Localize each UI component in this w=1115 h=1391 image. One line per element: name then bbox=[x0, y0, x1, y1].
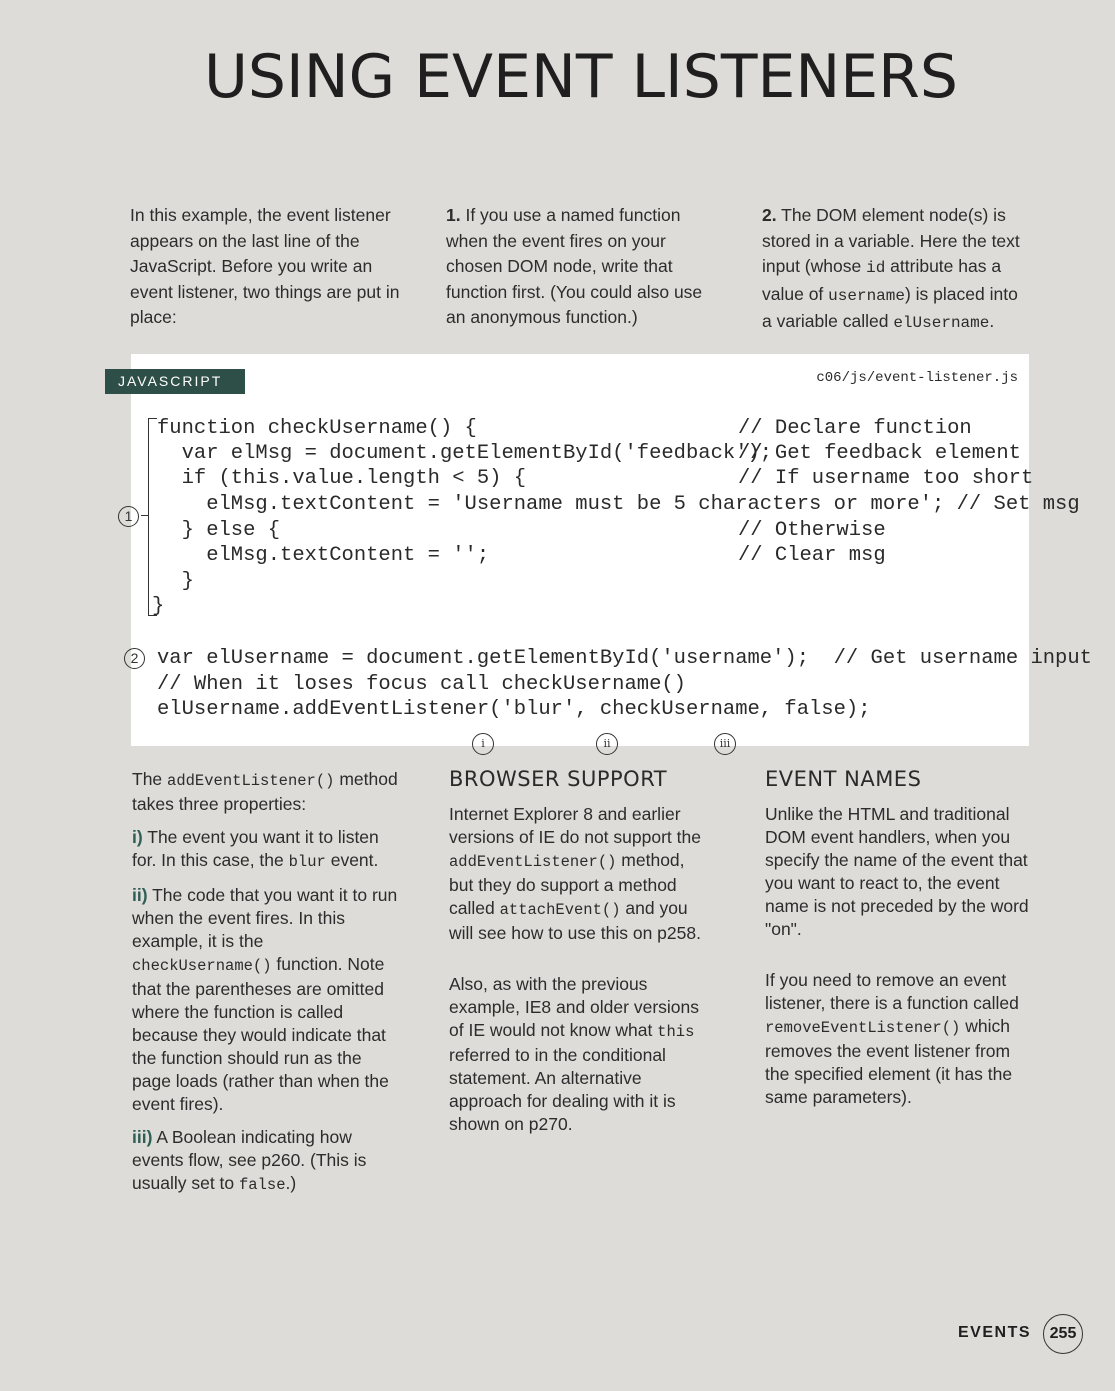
col-right-p2 bbox=[765, 969, 1033, 1109]
code-line: elUsername.addEventListener('blur', checkUsername, false); bbox=[157, 698, 871, 721]
code-line: if (this.value.length < 5) { bbox=[157, 467, 527, 490]
code-addeventlistener: addEventListener() bbox=[449, 853, 617, 871]
file-path: c06/js/event-listener.js bbox=[816, 370, 1018, 386]
label-i: i) bbox=[132, 827, 143, 847]
code-line: function checkUsername() { bbox=[157, 417, 477, 440]
text: .) bbox=[285, 1173, 297, 1193]
page-title: USING EVENT LISTENERS bbox=[204, 42, 958, 112]
text: The event you want it to listen for. In this case, the bbox=[132, 827, 379, 870]
code-line: elMsg.textContent = ''; bbox=[157, 544, 490, 567]
col-left-item-ii bbox=[132, 884, 402, 1116]
code-line: var elUsername = document.getElementById('username'); // Get username input bbox=[157, 647, 1092, 670]
code-blur: blur bbox=[288, 853, 326, 871]
intro-text-3d: . bbox=[989, 311, 995, 331]
heading-event-names: EVENT NAMES bbox=[765, 767, 922, 791]
text: method, but they do support a method called bbox=[449, 850, 685, 918]
annotation-marker-ii: ii bbox=[596, 733, 618, 755]
step-number-2: 2. bbox=[762, 205, 777, 225]
column-middle bbox=[449, 768, 711, 1146]
col-right-p1: Unlike the HTML and traditional DOM event handlers, when you specify the name of the event that you want to react to, the event name is not preceded by the word "on". bbox=[765, 804, 1029, 939]
intro-column-3 bbox=[762, 203, 1032, 337]
step-number-1: 1. bbox=[446, 205, 461, 225]
text: event. bbox=[325, 850, 379, 870]
code-comment: // Declare function bbox=[738, 417, 972, 440]
annotation-marker-iii: iii bbox=[714, 733, 736, 755]
text: and you will see how to use this on p258. bbox=[449, 898, 701, 943]
intro-text-3a: The DOM element node(s) is stored in a variable. Here the text input (whose bbox=[762, 205, 1020, 276]
intro-text-1: In this example, the event listener appears on the last line of the JavaScript. Before you write an event listener, two things are put in place: bbox=[130, 205, 400, 327]
text: The code that you want it to run when the event fires. In this example, it is the bbox=[132, 885, 398, 951]
code-checkusername: checkUsername() bbox=[132, 957, 272, 975]
text: method takes three properties: bbox=[132, 769, 398, 814]
code-comment: // Get feedback element bbox=[738, 442, 1021, 465]
intro-text-2: If you use a named function when the event fires on your chosen DOM node, write that function first. (You could also use an anonymous function.) bbox=[446, 205, 703, 327]
code-line: // When it loses focus call checkUsername() bbox=[157, 673, 686, 696]
code-username: username bbox=[828, 286, 905, 305]
annotation-marker-i: i bbox=[472, 733, 494, 755]
column-right bbox=[765, 768, 1033, 1119]
col-middle-p1 bbox=[449, 803, 711, 945]
code-line: } bbox=[152, 595, 165, 618]
code-id: id bbox=[866, 259, 886, 277]
label-iii: iii) bbox=[132, 1127, 153, 1147]
code-line: } bbox=[157, 570, 194, 593]
heading-browser-support: BROWSER SUPPORT bbox=[449, 767, 668, 791]
code-comment: // Otherwise bbox=[738, 519, 886, 542]
text: The bbox=[132, 769, 168, 789]
code-line: elMsg.textContent = 'Username must be 5 characters or more'; // Set msg bbox=[157, 493, 1080, 516]
code-comment: // Clear msg bbox=[738, 544, 886, 567]
code-line: var elMsg = document.getElementById('feedback'); bbox=[157, 442, 773, 465]
text: function. Note that the parentheses are omitted where the function is called because they would indicate that the function should run as the page loads (rather than when the event fires). bbox=[132, 954, 389, 1114]
footer-section-label: EVENTS bbox=[958, 1324, 1032, 1341]
col-left-item-iii bbox=[132, 1126, 402, 1197]
code-comment: // If username too short bbox=[738, 467, 1034, 490]
column-left bbox=[132, 768, 402, 1207]
code-elusername: elUsername bbox=[893, 314, 990, 332]
code-addeventlistener: addEventListener() bbox=[167, 772, 335, 790]
code-bracket bbox=[148, 418, 157, 616]
col-left-intro bbox=[132, 768, 402, 816]
code-line: } else { bbox=[157, 519, 281, 542]
code-removeeventlistener: removeEventListener() bbox=[765, 1019, 961, 1037]
intro-text-3c: ) is placed into a variable called bbox=[762, 283, 1018, 331]
text: referred to in the conditional statement. An alternative approach for dealing with it is shown on p270. bbox=[449, 1045, 676, 1134]
text: Also, as with the previous example, IE8 and older versions of IE would not know what bbox=[449, 974, 699, 1040]
annotation-marker-1: 1 bbox=[118, 506, 139, 527]
code-attachevent: attachEvent() bbox=[499, 901, 621, 919]
intro-column-2 bbox=[446, 203, 708, 331]
text: If you need to remove an event listener, there is a function called bbox=[765, 970, 1019, 1013]
label-ii: ii) bbox=[132, 885, 148, 905]
col-middle-p2 bbox=[449, 973, 711, 1136]
code-false: false bbox=[239, 1176, 286, 1194]
page-number: 255 bbox=[1043, 1314, 1083, 1354]
intro-column-1 bbox=[130, 203, 400, 331]
text: which removes the event listener from the specified element (it has the same parameters). bbox=[765, 1016, 1013, 1107]
language-tag: JAVASCRIPT bbox=[105, 369, 245, 394]
code-this: this bbox=[657, 1023, 695, 1041]
code-bracket-tick bbox=[141, 515, 149, 516]
text: Internet Explorer 8 and earlier versions of IE do not support the bbox=[449, 804, 701, 847]
annotation-marker-2: 2 bbox=[124, 648, 145, 669]
col-left-item-i bbox=[132, 826, 402, 874]
text: A Boolean indicating how events flow, see p260. (This is usually set to bbox=[132, 1127, 367, 1193]
intro-text-3b: attribute has a value of bbox=[762, 256, 1002, 304]
